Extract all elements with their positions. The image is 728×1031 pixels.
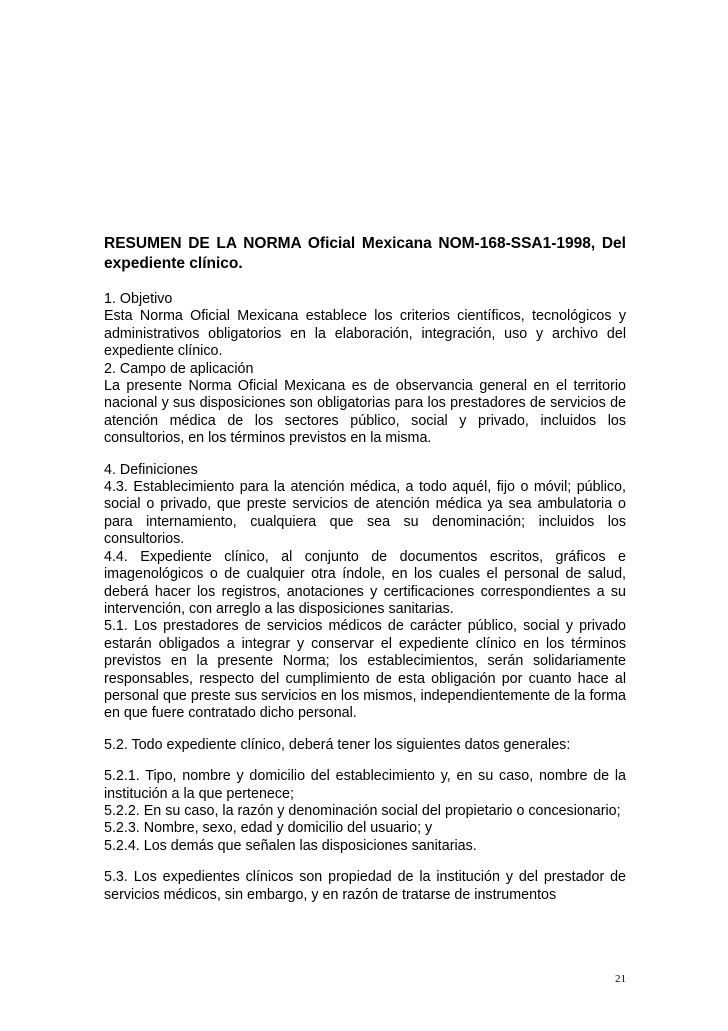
page-number: 21 xyxy=(615,973,626,985)
section-body-campo-aplicacion: La presente Norma Oficial Mexicana es de observancia general en el territorio nacional y sus disposiciones son obligatorias para los prestadores de servicios de atención médica de los sectores público, social y privado, incluidos los consultorios, en los términos previstos en la misma. xyxy=(104,378,626,447)
clause-5-1: 5.1. Los prestadores de servicios médicos de carácter público, social y privado estarán obligados a integrar y conservar el expediente clínico en los términos previstos en la presente Norma; los establecimientos, serán solidariamente responsables, respecto del cumplimiento de esta obligación por cuanto hace al personal que preste sus servicios en los mismos, independientemente de la forma en que fuere contratado dicho personal. xyxy=(104,618,626,722)
document-content xyxy=(104,234,626,904)
clause-5-2-1: 5.2.1. Tipo, nombre y domicilio del establecimiento y, en su caso, nombre de la institución a la que pertenece; xyxy=(104,768,626,802)
clause-5-2-2: 5.2.2. En su caso, la razón y denominación social del propietario o concesionario; xyxy=(104,802,621,819)
section-heading-objetivo: 1. Objetivo xyxy=(104,291,173,307)
paragraph-gap xyxy=(104,754,626,768)
section-heading-campo-aplicacion: 2. Campo de aplicación xyxy=(104,360,254,377)
definition-4-3: 4.3. Establecimiento para la atención médica, a todo aquél, fijo o móvil; público, social o privado, que preste servicios de atención médica ya sea ambulatoria o para internamiento, cualquiera que sea su denominación; incluidos los consultorios. xyxy=(104,479,626,548)
paragraph-gap xyxy=(104,448,626,462)
section-body-objetivo: Esta Norma Oficial Mexicana establece los criterios científicos, tecnológicos y administrativos obligatorios en la elaboración, integración, uso y archivo del expediente clínico. xyxy=(104,308,626,360)
paragraph-gap xyxy=(104,723,626,737)
clause-5-2-4: 5.2.4. Los demás que señalen las disposiciones sanitarias. xyxy=(104,837,477,854)
document-title: RESUMEN DE LA NORMA Oficial Mexicana NOM-168-SSA1-1998, Del expediente clínico. xyxy=(104,235,626,272)
clause-5-2-3: 5.2.3. Nombre, sexo, edad y domicilio del usuario; y xyxy=(104,820,433,837)
clause-5-3: 5.3. Los expedientes clínicos son propiedad de la institución y del prestador de servicios médicos, sin embargo, y en razón de tratarse de instrumentos xyxy=(104,869,626,903)
definition-4-4: 4.4. Expediente clínico, al conjunto de documentos escritos, gráficos e imagenológicos o de cualquier otra índole, en los cuales el personal de salud, deberá hacer los registros, anotaciones y certificaciones correspondientes a su intervención, con arreglo a las disposiciones sanitarias. xyxy=(104,548,626,617)
paragraph-gap xyxy=(104,855,626,869)
clause-5-2: 5.2. Todo expediente clínico, deberá tener los siguientes datos generales: xyxy=(104,736,571,753)
section-heading-definiciones: 4. Definiciones xyxy=(104,461,198,478)
